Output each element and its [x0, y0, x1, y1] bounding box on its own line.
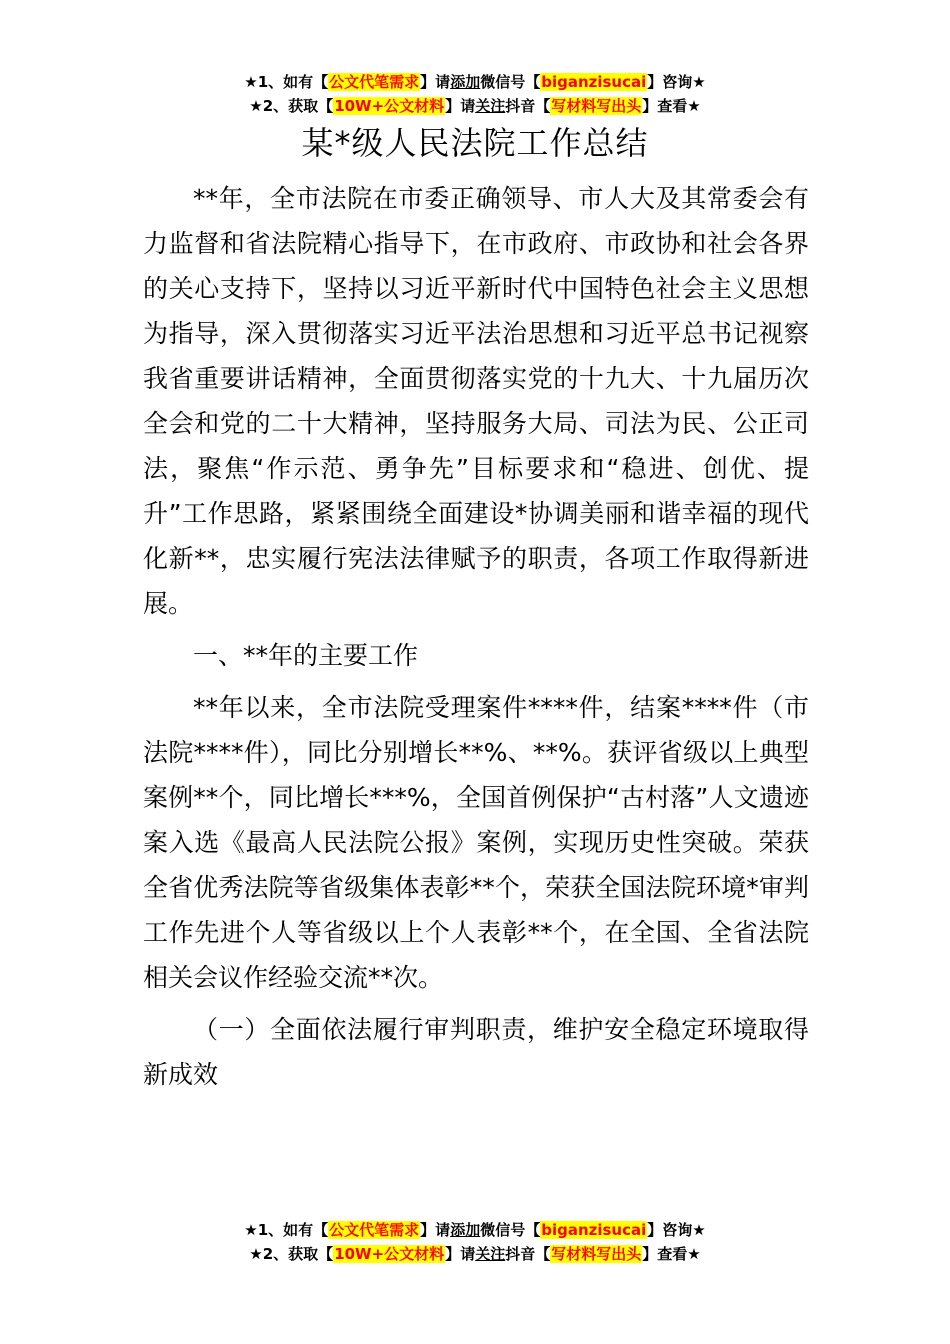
subsection-heading: （一）全面依法履行审判职责，维护安全稳定环境取得新成效	[143, 1015, 809, 1089]
banner-text: 】请	[420, 1221, 451, 1239]
banner-highlight: 公文代笔需求	[329, 1221, 420, 1239]
banner-text: 】咨询★	[647, 73, 706, 91]
banner-wechat-id: biganzisucai	[541, 73, 647, 91]
banner-douyin-id: 写材料写出头	[551, 1245, 642, 1263]
banner-text: 】查看★	[642, 1245, 701, 1263]
banner-wechat-id: biganzisucai	[541, 1221, 647, 1239]
banner-text: ★2、获取【	[249, 97, 334, 115]
banner-line-1	[0, 70, 950, 94]
banner-highlight: 10W+公文材料	[334, 97, 445, 115]
banner-douyin-id: 写材料写出头	[551, 97, 642, 115]
document-body	[143, 176, 809, 1104]
banner-underline: 添加	[450, 73, 481, 91]
banner-text: ★1、如有【	[244, 1221, 329, 1239]
intro-paragraph: **年，全市法院在市委正确领导、市人大及其常委会有力监督和省法院精心指导下，在市政府、市政协和社会各界的关心支持下，坚持以习近平新时代中国特色社会主义思想为指导，深入贯彻落实习近平法治思想和习近平总书记视察我省重要讲话精神，全面贯彻落实党的十九大、十九届历次全会和党的二十大精神，坚持服务大局、司法为民、公正司法，聚焦“作示范、勇争先”目标要求和“稳进、创优、提升”工作思路，紧紧围绕全面建设*协调美丽和谐幸福的现代化新**，忠实履行宪法法律赋予的职责，各项工作取得新进展。	[143, 184, 809, 618]
banner-text: 】查看★	[642, 97, 701, 115]
banner-highlight: 10W+公文材料	[334, 1245, 445, 1263]
banner-underline: 关注	[475, 1245, 506, 1263]
banner-text: 微信号【	[480, 73, 541, 91]
header-banner	[0, 70, 950, 118]
banner-text: 】请	[445, 97, 476, 115]
banner-highlight: 公文代笔需求	[329, 73, 420, 91]
document-title: 某*级人民法院工作总结	[301, 124, 649, 162]
banner-line-2	[0, 1242, 950, 1266]
banner-text: 抖音【	[505, 1245, 551, 1263]
banner-line-2	[0, 94, 950, 118]
banner-underline: 添加	[450, 1221, 481, 1239]
banner-text: 微信号【	[480, 1221, 541, 1239]
banner-text: 抖音【	[505, 97, 551, 115]
banner-text: 】请	[420, 73, 451, 91]
banner-underline: 关注	[475, 97, 506, 115]
banner-text: 】请	[445, 1245, 476, 1263]
banner-text: ★2、获取【	[249, 1245, 334, 1263]
banner-text: ★1、如有【	[244, 73, 329, 91]
summary-paragraph: **年以来，全市法院受理案件****件，结案****件（市法院****件），同比分别增长**%、**%。获评省级以上典型案例**个，同比增长***%，全国首例保护“古村落”人文遗迹案入选《最高人民法院公报》案例，实现历史性突破。荣获全省优秀法院等省级集体表彰**个，荣获全国法院环境*审判工作先进个人等省级以上个人表彰**个，在全国、全省法院相关会议作经验交流**次。	[143, 693, 809, 992]
footer-banner	[0, 1218, 950, 1266]
banner-text: 】咨询★	[647, 1221, 706, 1239]
banner-line-1	[0, 1218, 950, 1242]
section-heading: 一、**年的主要工作	[193, 641, 419, 670]
